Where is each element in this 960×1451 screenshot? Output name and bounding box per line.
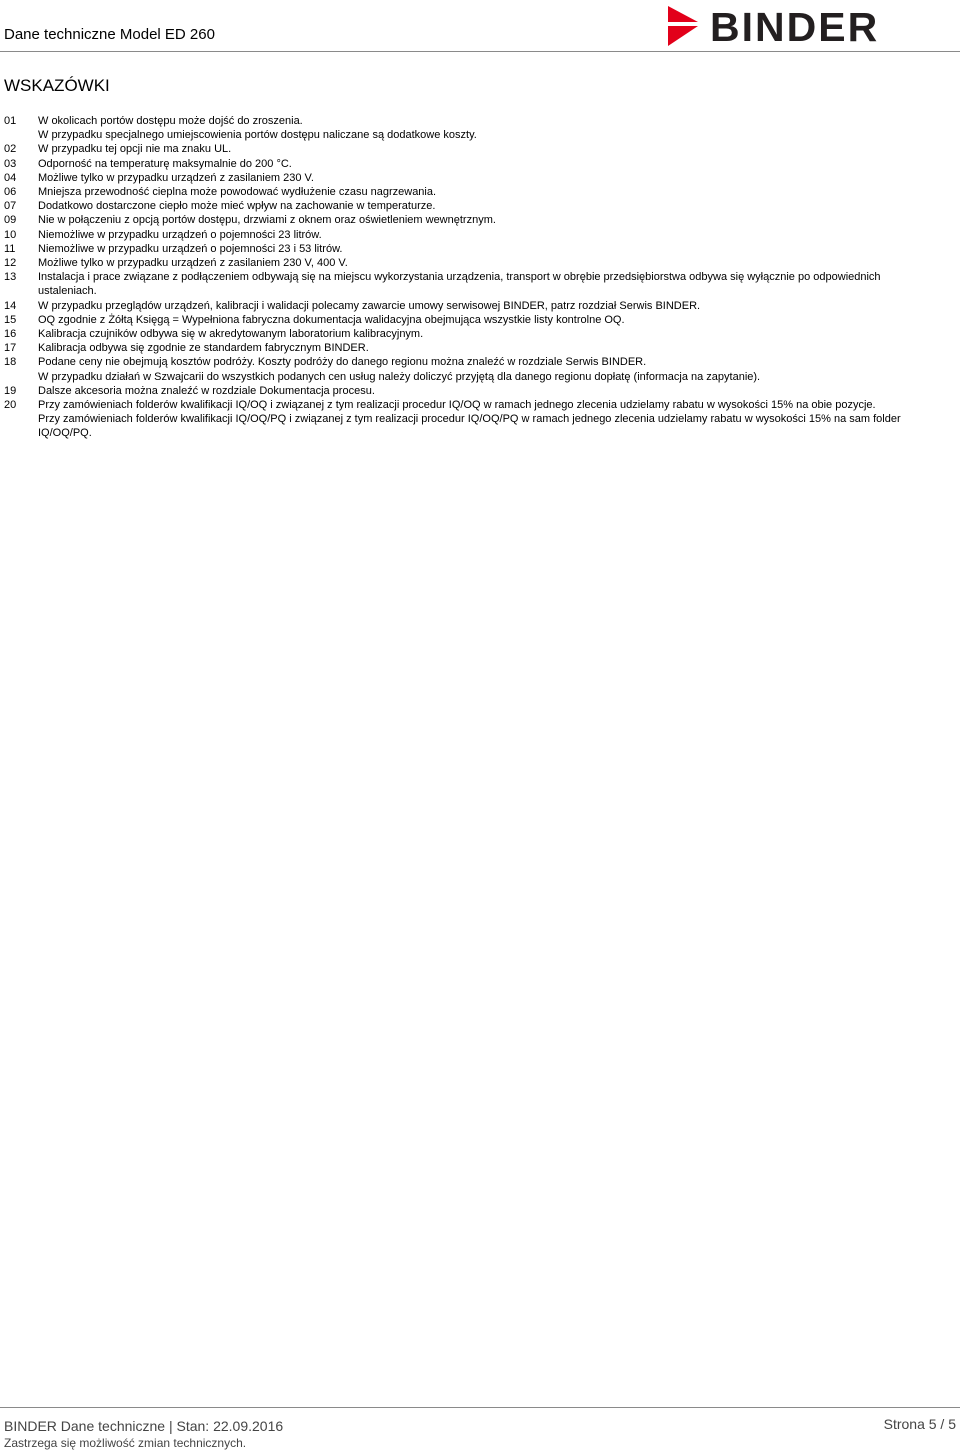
note-number: 14 (4, 299, 17, 312)
note-text-line: W przypadku specjalnego umiejscowienia portów dostępu naliczane są dodatkowe koszty. (38, 129, 477, 142)
note-text (38, 355, 954, 383)
note-text (38, 213, 954, 227)
note-text-line: Odporność na temperaturę maksymalnie do 200 °C. (38, 157, 292, 170)
note-item (4, 256, 954, 270)
document-title: Dane techniczne Model ED 260 (4, 26, 215, 43)
note-item (4, 171, 954, 185)
note-number: 04 (4, 171, 17, 184)
note-text-line: Niemożliwe w przypadku urządzeń o pojemności 23 i 53 litrów. (38, 242, 343, 255)
note-text-line: W przypadku przeglądów urządzeń, kalibracji i walidacji polecamy zawarcie umowy serwisowej BINDER, patrz rozdział Serwis BINDER. (38, 299, 701, 312)
note-number: 20 (4, 399, 17, 412)
note-number: 15 (4, 313, 17, 326)
note-item (4, 398, 954, 441)
note-text-line: Instalacja i prace związane z podłączeniem odbywają się na miejscu wykorzystania urządzenia, transport w obrębie przedsiębiorstwa odbywa się wyłącznie po odpowiednich (38, 271, 881, 284)
note-number: 09 (4, 214, 17, 227)
note-text-line: IQ/OQ/PQ. (38, 427, 92, 440)
note-number: 18 (4, 356, 17, 369)
note-item (4, 114, 954, 142)
footer-divider (0, 1407, 960, 1408)
note-item (4, 242, 954, 256)
note-item (4, 355, 954, 383)
note-text-line: ustaleniach. (38, 285, 97, 298)
note-text-line: Możliwe tylko w przypadku urządzeń z zasilaniem 230 V, 400 V. (38, 257, 348, 270)
note-text (38, 171, 954, 185)
note-text (38, 228, 954, 242)
note-text-line: Przy zamówieniach folderów kwalifikacji IQ/OQ/PQ i związanej z tym realizacji procedur IQ/OQ/PQ w ramach jednego zlecenia udzielamy rabatu w wysokości 15% na sam folder (38, 413, 901, 426)
note-item (4, 213, 954, 227)
notes-list (4, 114, 954, 441)
note-item (4, 199, 954, 213)
note-number: 07 (4, 200, 17, 213)
note-number: 02 (4, 143, 17, 156)
note-text (38, 199, 954, 213)
note-text-line: Kalibracja czujników odbywa się w akredytowanym laboratorium kalibracyjnym. (38, 328, 424, 341)
section-title: WSKAZÓWKI (4, 76, 110, 95)
note-text-line: Mniejsza przewodność cieplna może powodować wydłużenie czasu nagrzewania. (38, 186, 437, 199)
note-text-line: W okolicach portów dostępu może dojść do zroszenia. (38, 115, 303, 127)
binder-logo-mark-icon (666, 6, 706, 48)
note-text-line: Podane ceny nie obejmują kosztów podróży. Koszty podróży do danego regionu można znaleźć w rozdziale Serwis BINDER. (38, 356, 647, 369)
note-item (4, 384, 954, 398)
note-number: 16 (4, 328, 17, 341)
header-divider (0, 51, 960, 52)
note-item (4, 327, 954, 341)
note-number: 11 (4, 242, 16, 255)
note-number: 03 (4, 157, 17, 170)
note-item (4, 299, 954, 313)
note-text (38, 299, 954, 313)
note-item (4, 228, 954, 242)
note-text (38, 142, 954, 156)
binder-logo-text: BINDER (710, 4, 880, 50)
note-text-line: Nie w połączeniu z opcją portów dostępu, drzwiami z oknem oraz oświetleniem wewnętrznym. (38, 214, 496, 227)
note-text-line: OQ zgodnie z Żółtą Księgą = Wypełniona fabryczna dokumentacja walidacyjna obejmująca wszystkie listy kontrolne OQ. (38, 313, 625, 326)
note-item (4, 313, 954, 327)
note-text (38, 256, 954, 270)
note-text (38, 157, 954, 171)
footer-page-number: Strona 5 / 5 (883, 1416, 956, 1432)
note-text (38, 114, 954, 142)
note-text-line: Kalibracja odbywa się zgodnie ze standardem fabrycznym BINDER. (38, 342, 369, 355)
note-text-line: Możliwe tylko w przypadku urządzeń z zasilaniem 230 V. (38, 171, 314, 184)
note-text (38, 341, 954, 355)
note-item (4, 157, 954, 171)
note-text (38, 242, 954, 256)
page-header (0, 0, 960, 52)
note-text-line: W przypadku działań w Szwajcarii do wszystkich podanych cen usług należy doliczyć przyjętą dla danego regionu dopłatę (informacja na zapytanie). (38, 370, 761, 383)
note-item (4, 341, 954, 355)
note-number: 06 (4, 186, 17, 199)
note-item (4, 142, 954, 156)
footer-document-info: BINDER Dane techniczne | Stan: 22.09.2016 (4, 1418, 284, 1434)
note-number: 12 (4, 257, 17, 270)
note-text (38, 185, 954, 199)
note-number: 17 (4, 342, 17, 355)
note-number: 19 (4, 384, 17, 397)
note-number: 10 (4, 228, 17, 241)
note-text-line: Dalsze akcesoria można znaleźć w rozdziale Dokumentacja procesu. (38, 384, 375, 397)
footer-disclaimer: Zastrzega się możliwość zmian technicznych. (4, 1436, 247, 1450)
note-item (4, 185, 954, 199)
note-text (38, 270, 954, 298)
note-number: 01 (4, 115, 17, 127)
note-number: 13 (4, 271, 17, 284)
binder-logo (666, 6, 956, 48)
note-text (38, 384, 954, 398)
note-text (38, 327, 954, 341)
note-text (38, 313, 954, 327)
note-item (4, 270, 954, 298)
note-text-line: Niemożliwe w przypadku urządzeń o pojemności 23 litrów. (38, 228, 322, 241)
note-text-line: W przypadku tej opcji nie ma znaku UL. (38, 143, 232, 156)
note-text-line: Dodatkowo dostarczone ciepło może mieć wpływ na zachowanie w temperaturze. (38, 200, 436, 213)
note-text (38, 398, 954, 441)
note-text-line: Przy zamówieniach folderów kwalifikacji IQ/OQ i związanej z tym realizacji procedur IQ/OQ w ramach jednego zlecenia udzielamy rabatu w wysokości 15% na obie pozycje. (38, 399, 876, 412)
